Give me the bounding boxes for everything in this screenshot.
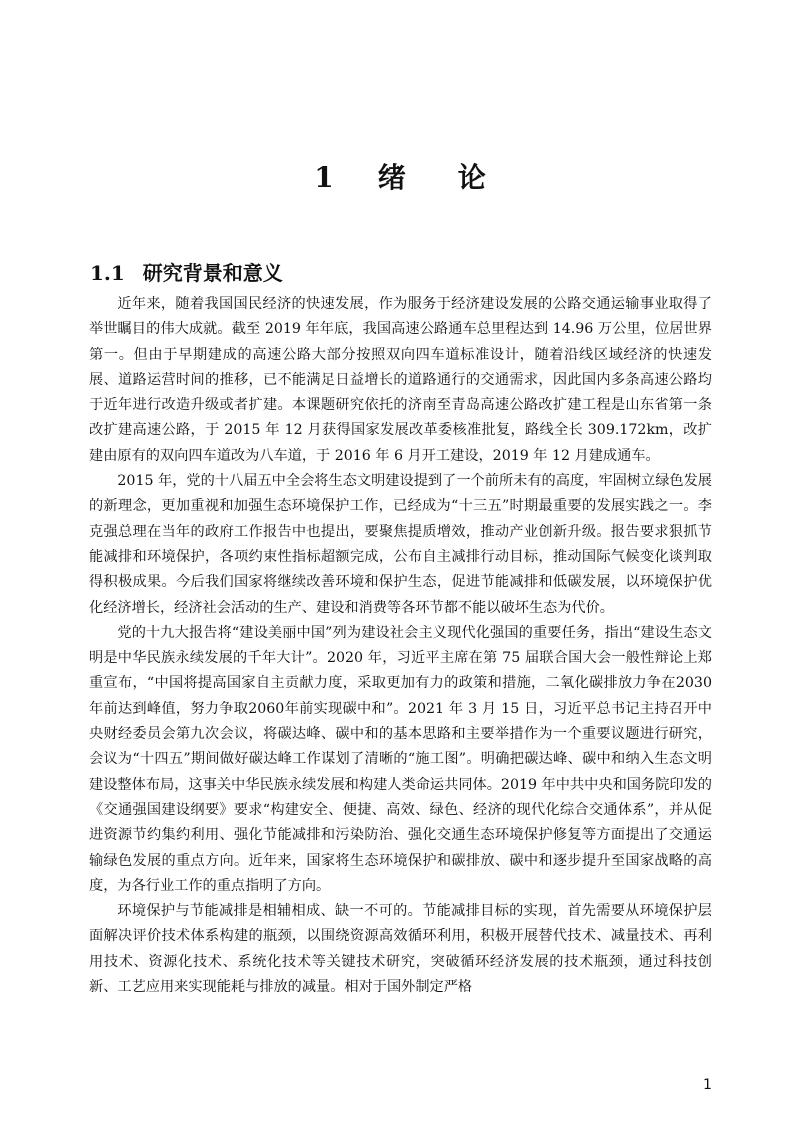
page-number: 1 [703,1077,712,1093]
chapter-title-part2: 论 [457,161,486,194]
paragraph-3: 党的十九大报告将“建设美丽中国”列为建设社会主义现代化强国的重要任务，指出“建设生态文明是中华民族永续发展的千年大计”。2020 年，习近平主席在第 75 届联合国大会一般性辩论上郑重宣布，“中国将提高国家自主贡献力度，采取更加有力的政策和措施，二氧化碳排放力争在2030年前达到峰值，努力争取2060年前实现碳中和”。2021 年 3 月 15 日，习近平总书记主持召开中央财经委员会第九次会议，将碳达峰、碳中和的基本思路和主要举措作为一个重要议题进行研究，会议为“十四五”期间做好碳达峰工作谋划了清晰的“施工图”。明确把碳达峰、碳中和纳入生态文明建设整体布局，这事关中华民族永续发展和构建人类命运共同体。2019 年中共中央和国务院印发的《交通强国建设纲要》要求“构建安全、便捷、高效、绿色、经济的现代化综合交通体系”，并从促进资源节约集约利用、强化节能减排和污染防治、强化交通生态环境保护修复等方面提出了交通运输绿色发展的重点方向。近年来，国家将生态环境保护和碳排放、碳中和逐步提升至国家战略的高度，为各行业工作的重点指明了方向。 [89,624,712,894]
paragraph-2: 2015 年，党的十八届五中全会将生态文明建设提到了一个前所未有的高度，牢固树立绿色发展的新理念，更加重视和加强生态环境保护工作，已经成为“十三五”时期最重要的发展实践之一。李克强总理在当年的政府工作报告中也提出，要聚焦提质增效，推动产业创新升级。报告要求狠抓节能减排和环境保护，各项约束性指标超额完成，公布自主减排行动目标，推动国际气候变化谈判取得积极成果。今后我们国家将继续改善环境和保护生态，促进节能减排和低碳发展，以环境保护优化经济增长，经济社会活动的生产、建设和消费等各环节都不能以破坏生态为代价。 [89,473,712,616]
chapter-title-part1: 绪 [377,161,406,194]
paragraph-1: 近年来，随着我国国民经济的快速发展，作为服务于经济建设发展的公路交通运输事业取得了举世瞩目的伟大成就。截至 2019 年年底，我国高速公路通车总里程达到 14.96 万公里，位居世界第一。但由于早期建成的高速公路大部分按照双向四车道标准设计，随着沿线区域经济的快速发展、道路运营时间的推移，已不能满足日益增长的道路通行的交通需求，因此国内多条高速公路均于近年进行改造升级或者扩建。本课题研究依托的济南至青岛高速公路改扩建工程是山东省第一条改扩建高速公路，于 2015 年 12 月获得国家发展改革委核准批复，路线全长 309.172km，改扩建由原有的双向四车道改为八车道，于 2016 年 6 月开工建设，2019 年 12 月建成通车。 [89,296,712,464]
paragraph-4: 环境保护与节能减排是相辅相成、缺一不可的。节能减排目标的实现，首先需要从环境保护层面解决评价技术体系构建的瓶颈，以围绕资源高效循环利用，积极开展替代技术、减量技术、再利用技术、资源化技术、系统化技术等关键技术研究，突破循环经济发展的技术瓶颈，通过科技创新、工艺应用来实现能耗与排放的减量。相对于国外制定严格 [89,903,712,996]
section-heading [90,258,283,288]
chapter-number: 1 [314,161,334,194]
body-text [89,292,712,1000]
section-title: 研究背景和意义 [142,261,283,285]
section-number: 1.1 [90,261,125,285]
chapter-title [0,158,800,198]
